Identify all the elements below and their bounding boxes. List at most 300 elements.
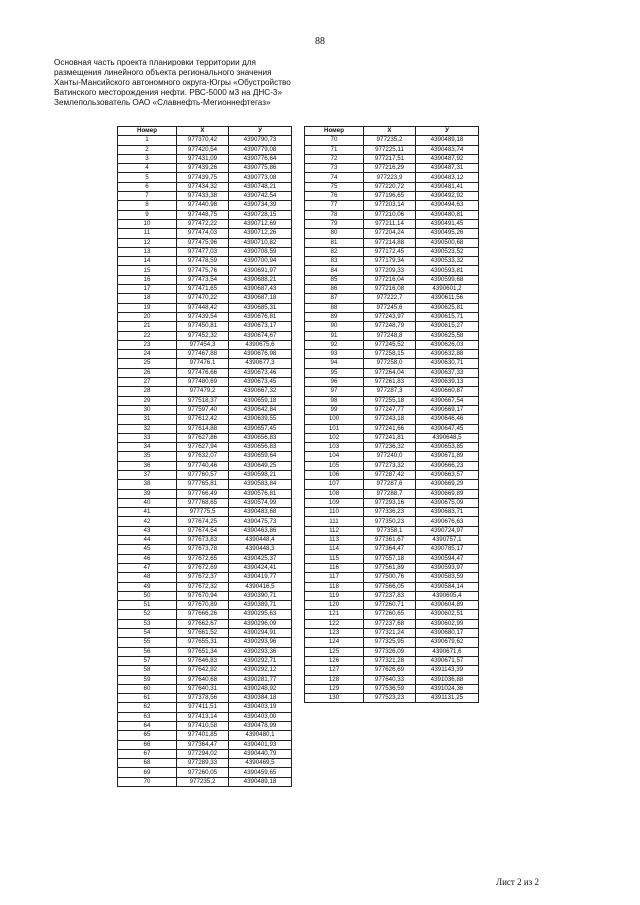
cell-x: 977760,57	[177, 470, 229, 479]
cell-x: 977237,68	[364, 619, 416, 628]
cell-number: 122	[305, 619, 364, 628]
cell-number: 90	[305, 322, 364, 331]
cell-x: 977203,14	[364, 201, 416, 210]
cell-y: 4390660,87	[416, 387, 479, 396]
cell-number: 63	[118, 712, 177, 721]
cell-x: 977670,89	[177, 601, 229, 610]
cell-number: 11	[118, 229, 177, 238]
cell-x: 977411,51	[177, 703, 229, 712]
cell-y: 4390669,89	[416, 489, 479, 498]
cell-y: 4390248,92	[229, 684, 292, 693]
cell-y: 4390676,63	[416, 517, 479, 526]
cell-x: 977179,34	[364, 257, 416, 266]
cell-x: 977666,26	[177, 610, 229, 619]
table-row	[305, 563, 479, 572]
cell-x: 977361,67	[364, 536, 416, 545]
cell-number: 34	[118, 443, 177, 452]
cell-y: 4390790,73	[229, 136, 292, 145]
table-row	[118, 312, 292, 321]
cell-number: 66	[118, 740, 177, 749]
table-row	[305, 666, 479, 675]
cell-y: 4390419,77	[229, 573, 292, 582]
table-row	[305, 238, 479, 247]
cell-y: 4390478,99	[229, 722, 292, 731]
table-row	[305, 526, 479, 535]
cell-y: 4390611,56	[416, 294, 479, 303]
table-row	[118, 219, 292, 228]
cell-number: 98	[305, 396, 364, 405]
cell-y: 4390295,63	[229, 610, 292, 619]
cell-number: 69	[118, 768, 177, 777]
heading-line-3: Ханты-Мансийского автономного округа-Югры «Обустройство	[54, 78, 291, 87]
cell-number: 115	[305, 554, 364, 563]
table-row	[118, 415, 292, 424]
table-row	[118, 675, 292, 684]
cell-number: 65	[118, 731, 177, 740]
table-row	[305, 359, 479, 368]
cell-y: 4390656,83	[229, 443, 292, 452]
cell-number: 103	[305, 443, 364, 452]
cell-number: 18	[118, 294, 177, 303]
cell-number: 26	[118, 368, 177, 377]
table-row	[118, 619, 292, 628]
table-row	[305, 433, 479, 442]
cell-y: 4390712,26	[229, 229, 292, 238]
cell-x: 977321,24	[364, 629, 416, 638]
cell-number: 119	[305, 591, 364, 600]
cell-x: 977410,58	[177, 722, 229, 731]
table-row	[118, 247, 292, 256]
cell-y: 4390639,55	[229, 415, 292, 424]
coordinates-table-right	[304, 126, 479, 703]
cell-number: 109	[305, 498, 364, 507]
header-number: Номер	[118, 127, 177, 136]
cell-x: 977557,18	[364, 554, 416, 563]
cell-x: 977674,25	[177, 517, 229, 526]
cell-y: 4390679,62	[416, 638, 479, 647]
cell-y: 4390728,15	[229, 210, 292, 219]
cell-x: 977350,23	[364, 517, 416, 526]
cell-x: 977216,04	[364, 275, 416, 284]
cell-x: 977420,54	[177, 145, 229, 154]
cell-y: 4390657,45	[229, 424, 292, 433]
cell-number: 87	[305, 294, 364, 303]
table-row	[118, 498, 292, 507]
cell-number: 82	[305, 247, 364, 256]
cell-number: 1	[118, 136, 177, 145]
cell-number: 3	[118, 154, 177, 163]
heading-line-2: размещения линейного объекта регионального значения	[54, 68, 272, 77]
cell-y: 4390615,71	[416, 312, 479, 321]
cell-x: 977273,32	[364, 461, 416, 470]
cell-number: 46	[118, 554, 177, 563]
table-row	[118, 443, 292, 452]
cell-number: 130	[305, 694, 364, 703]
table-row	[118, 461, 292, 470]
cell-x: 977768,65	[177, 498, 229, 507]
cell-y: 4390495,26	[416, 229, 479, 238]
cell-number: 110	[305, 508, 364, 517]
cell-number: 114	[305, 545, 364, 554]
cell-x: 977454,3	[177, 340, 229, 349]
cell-x: 977255,18	[364, 396, 416, 405]
table-row	[305, 694, 479, 703]
cell-x: 977439,54	[177, 312, 229, 321]
table-row	[118, 740, 292, 749]
cell-number: 71	[305, 145, 364, 154]
cell-y: 4390576,81	[229, 489, 292, 498]
cell-y: 4390669,17	[416, 405, 479, 414]
table-row	[118, 480, 292, 489]
cell-number: 22	[118, 331, 177, 340]
cell-number: 57	[118, 656, 177, 665]
cell-y: 4390785,17	[416, 545, 479, 554]
cell-x: 977236,32	[364, 443, 416, 452]
cell-y: 4390671,57	[416, 656, 479, 665]
cell-x: 977476,1	[177, 359, 229, 368]
table-row	[305, 508, 479, 517]
table-row	[305, 684, 479, 693]
cell-number: 23	[118, 340, 177, 349]
cell-x: 977627,94	[177, 443, 229, 452]
cell-number: 72	[305, 154, 364, 163]
cell-number: 12	[118, 238, 177, 247]
cell-number: 36	[118, 461, 177, 470]
cell-x: 977673,78	[177, 545, 229, 554]
cell-number: 31	[118, 415, 177, 424]
header-x: X	[177, 127, 229, 136]
table-row	[305, 247, 479, 256]
cell-number: 9	[118, 210, 177, 219]
cell-number: 10	[118, 219, 177, 228]
cell-number: 100	[305, 415, 364, 424]
table-header-row	[118, 127, 292, 136]
cell-x: 977431,09	[177, 154, 229, 163]
cell-x: 977258,0	[364, 359, 416, 368]
cell-number: 49	[118, 582, 177, 591]
table-row	[305, 573, 479, 582]
cell-number: 79	[305, 219, 364, 228]
table-row	[305, 164, 479, 173]
cell-x: 977401,85	[177, 731, 229, 740]
table-row	[305, 638, 479, 647]
cell-x: 977248,8	[364, 331, 416, 340]
cell-y: 4391036,88	[416, 675, 479, 684]
cell-x: 977433,38	[177, 192, 229, 201]
cell-y: 4390734,39	[229, 201, 292, 210]
cell-x: 977646,83	[177, 656, 229, 665]
table-row	[118, 201, 292, 210]
cell-y: 4390659,18	[229, 396, 292, 405]
cell-x: 977523,23	[364, 694, 416, 703]
cell-x: 977364,47	[177, 740, 229, 749]
table-row	[305, 173, 479, 182]
cell-number: 58	[118, 666, 177, 675]
cell-x: 977478,59	[177, 257, 229, 266]
cell-y: 4390637,33	[416, 368, 479, 377]
cell-number: 92	[305, 340, 364, 349]
table-row	[118, 405, 292, 414]
cell-x: 977479,2	[177, 387, 229, 396]
table-row	[305, 331, 479, 340]
table-row	[118, 759, 292, 768]
table-row	[118, 359, 292, 368]
table-row	[118, 331, 292, 340]
cell-number: 25	[118, 359, 177, 368]
cell-number: 70	[305, 136, 364, 145]
cell-x: 977222,7	[364, 294, 416, 303]
cell-y: 4390626,03	[416, 340, 479, 349]
cell-x: 977472,22	[177, 219, 229, 228]
table-row	[305, 498, 479, 507]
cell-y: 4390677,3	[229, 359, 292, 368]
table-row	[305, 387, 479, 396]
cell-y: 4390500,68	[416, 238, 479, 247]
table-row	[305, 257, 479, 266]
cell-number: 43	[118, 526, 177, 535]
cell-y: 4390604,89	[416, 601, 479, 610]
cell-x: 977210,06	[364, 210, 416, 219]
cell-y: 4390292,71	[229, 656, 292, 665]
cell-x: 977293,16	[364, 498, 416, 507]
cell-y: 4390615,27	[416, 322, 479, 331]
cell-y: 4390483,12	[416, 173, 479, 182]
cell-number: 95	[305, 368, 364, 377]
cell-y: 4390602,51	[416, 610, 479, 619]
cell-number: 67	[118, 749, 177, 758]
cell-x: 977294,02	[177, 749, 229, 758]
cell-x: 977452,32	[177, 331, 229, 340]
cell-y: 4390281,77	[229, 675, 292, 684]
table-row	[305, 285, 479, 294]
cell-x: 977287,42	[364, 470, 416, 479]
cell-x: 977220,72	[364, 182, 416, 191]
cell-number: 93	[305, 350, 364, 359]
cell-y: 4390683,71	[416, 508, 479, 517]
cell-x: 977740,46	[177, 461, 229, 470]
cell-number: 53	[118, 619, 177, 628]
cell-y: 4390390,71	[229, 591, 292, 600]
table-row	[118, 387, 292, 396]
cell-x: 977476,66	[177, 368, 229, 377]
cell-x: 977672,32	[177, 582, 229, 591]
cell-x: 977673,83	[177, 536, 229, 545]
cell-number: 76	[305, 192, 364, 201]
cell-x: 977471,65	[177, 285, 229, 294]
cell-x: 977225,11	[364, 145, 416, 154]
cell-y: 4390687,18	[229, 294, 292, 303]
cell-x: 977172,45	[364, 247, 416, 256]
cell-number: 120	[305, 601, 364, 610]
table-row	[118, 275, 292, 284]
table-row	[118, 768, 292, 777]
cell-x: 977217,51	[364, 154, 416, 163]
cell-number: 113	[305, 536, 364, 545]
cell-x: 977209,33	[364, 266, 416, 275]
cell-y: 4390656,83	[229, 433, 292, 442]
table-row	[118, 656, 292, 665]
cell-y: 4390487,31	[416, 164, 479, 173]
cell-number: 21	[118, 322, 177, 331]
cell-y: 4390403,19	[229, 703, 292, 712]
cell-number: 28	[118, 387, 177, 396]
cell-x: 977321,28	[364, 656, 416, 665]
cell-x: 977775,5	[177, 508, 229, 517]
cell-number: 14	[118, 257, 177, 266]
table-row	[118, 340, 292, 349]
table-row	[118, 694, 292, 703]
table-row	[118, 229, 292, 238]
table-row	[118, 238, 292, 247]
cell-y: 4390673,45	[229, 378, 292, 387]
table-row	[305, 480, 479, 489]
table-row	[118, 703, 292, 712]
cell-y: 4390666,23	[416, 461, 479, 470]
table-row	[305, 461, 479, 470]
cell-number: 40	[118, 498, 177, 507]
table-row	[118, 554, 292, 563]
cell-x: 977216,29	[364, 164, 416, 173]
cell-y: 4390480,1	[229, 731, 292, 740]
cell-x: 977241,66	[364, 424, 416, 433]
table-row	[118, 470, 292, 479]
table-header-row	[305, 127, 479, 136]
table-row	[118, 731, 292, 740]
table-row	[118, 173, 292, 182]
cell-y: 4390630,71	[416, 359, 479, 368]
table-row	[118, 545, 292, 554]
cell-number: 86	[305, 285, 364, 294]
table-row	[305, 619, 479, 628]
cell-number: 104	[305, 452, 364, 461]
cell-x: 977413,14	[177, 712, 229, 721]
cell-number: 2	[118, 145, 177, 154]
table-row	[305, 275, 479, 284]
cell-x: 977214,88	[364, 238, 416, 247]
table-row	[118, 777, 292, 786]
cell-y: 4390676,81	[229, 312, 292, 321]
cell-x: 977287,3	[364, 387, 416, 396]
cell-x: 977766,49	[177, 489, 229, 498]
cell-x: 977358,1	[364, 526, 416, 535]
cell-number: 19	[118, 303, 177, 312]
header-x: X	[364, 127, 416, 136]
cell-number: 107	[305, 480, 364, 489]
cell-y: 4390425,37	[229, 554, 292, 563]
cell-number: 94	[305, 359, 364, 368]
cell-y: 4390523,52	[416, 247, 479, 256]
cell-number: 70	[118, 777, 177, 786]
cell-y: 4390487,92	[416, 154, 479, 163]
cell-x: 977235,2	[364, 136, 416, 145]
cell-y: 4390649,25	[229, 461, 292, 470]
cell-x: 977336,23	[364, 508, 416, 517]
table-row	[305, 554, 479, 563]
cell-y: 4390605,4	[416, 591, 479, 600]
table-row	[118, 164, 292, 173]
cell-x: 977474,03	[177, 229, 229, 238]
cell-y: 4390647,45	[416, 424, 479, 433]
table-row	[118, 145, 292, 154]
table-row	[118, 722, 292, 731]
cell-y: 4390294,91	[229, 629, 292, 638]
table-row	[305, 582, 479, 591]
cell-y: 4390483,68	[229, 508, 292, 517]
cell-x: 977326,09	[364, 647, 416, 656]
cell-x: 977626,69	[364, 666, 416, 675]
cell-y: 4390293,96	[229, 638, 292, 647]
cell-x: 977196,65	[364, 192, 416, 201]
table-row	[305, 303, 479, 312]
cell-y: 4390775,86	[229, 164, 292, 173]
table-row	[305, 656, 479, 665]
cell-y: 4390671,6	[416, 647, 479, 656]
table-row	[305, 396, 479, 405]
page-number: 88	[315, 36, 325, 47]
table-row	[305, 647, 479, 656]
cell-x: 977243,18	[364, 415, 416, 424]
table-row	[305, 312, 479, 321]
cell-number: 127	[305, 666, 364, 675]
cell-x: 977672,69	[177, 563, 229, 572]
cell-number: 6	[118, 182, 177, 191]
cell-number: 74	[305, 173, 364, 182]
table-row	[305, 489, 479, 498]
cell-x: 977237,83	[364, 591, 416, 600]
cell-x: 977448,75	[177, 210, 229, 219]
cell-y: 4390685,31	[229, 303, 292, 312]
cell-y: 4390494,63	[416, 201, 479, 210]
cell-x: 977260,65	[364, 610, 416, 619]
table-row	[118, 610, 292, 619]
cell-y: 4390680,17	[416, 629, 479, 638]
cell-number: 27	[118, 378, 177, 387]
cell-y: 4390293,36	[229, 647, 292, 656]
cell-y: 4390602,99	[416, 619, 479, 628]
table-row	[305, 629, 479, 638]
cell-number: 118	[305, 582, 364, 591]
cell-x: 977223,9	[364, 173, 416, 182]
cell-x: 977247,77	[364, 405, 416, 414]
cell-x: 977475,76	[177, 266, 229, 275]
table-row	[118, 591, 292, 600]
cell-y: 4390773,08	[229, 173, 292, 182]
table-row	[118, 536, 292, 545]
cell-x: 977289,33	[177, 759, 229, 768]
cell-y: 4390601,2	[416, 285, 479, 294]
cell-y: 4390742,54	[229, 192, 292, 201]
cell-x: 977670,94	[177, 591, 229, 600]
cell-x: 977470,22	[177, 294, 229, 303]
cell-y: 4390625,81	[416, 303, 479, 312]
table-row	[118, 257, 292, 266]
cell-number: 54	[118, 629, 177, 638]
cell-number: 50	[118, 591, 177, 600]
cell-number: 75	[305, 182, 364, 191]
cell-y: 4390448,3	[229, 545, 292, 554]
cell-y: 4390292,12	[229, 666, 292, 675]
table-row	[118, 629, 292, 638]
cell-number: 62	[118, 703, 177, 712]
table-row	[118, 322, 292, 331]
table-row	[305, 210, 479, 219]
cell-y: 4390533,32	[416, 257, 479, 266]
cell-number: 126	[305, 656, 364, 665]
cell-y: 4390389,71	[229, 601, 292, 610]
cell-number: 8	[118, 201, 177, 210]
cell-y: 4391024,36	[416, 684, 479, 693]
table-row	[118, 350, 292, 359]
